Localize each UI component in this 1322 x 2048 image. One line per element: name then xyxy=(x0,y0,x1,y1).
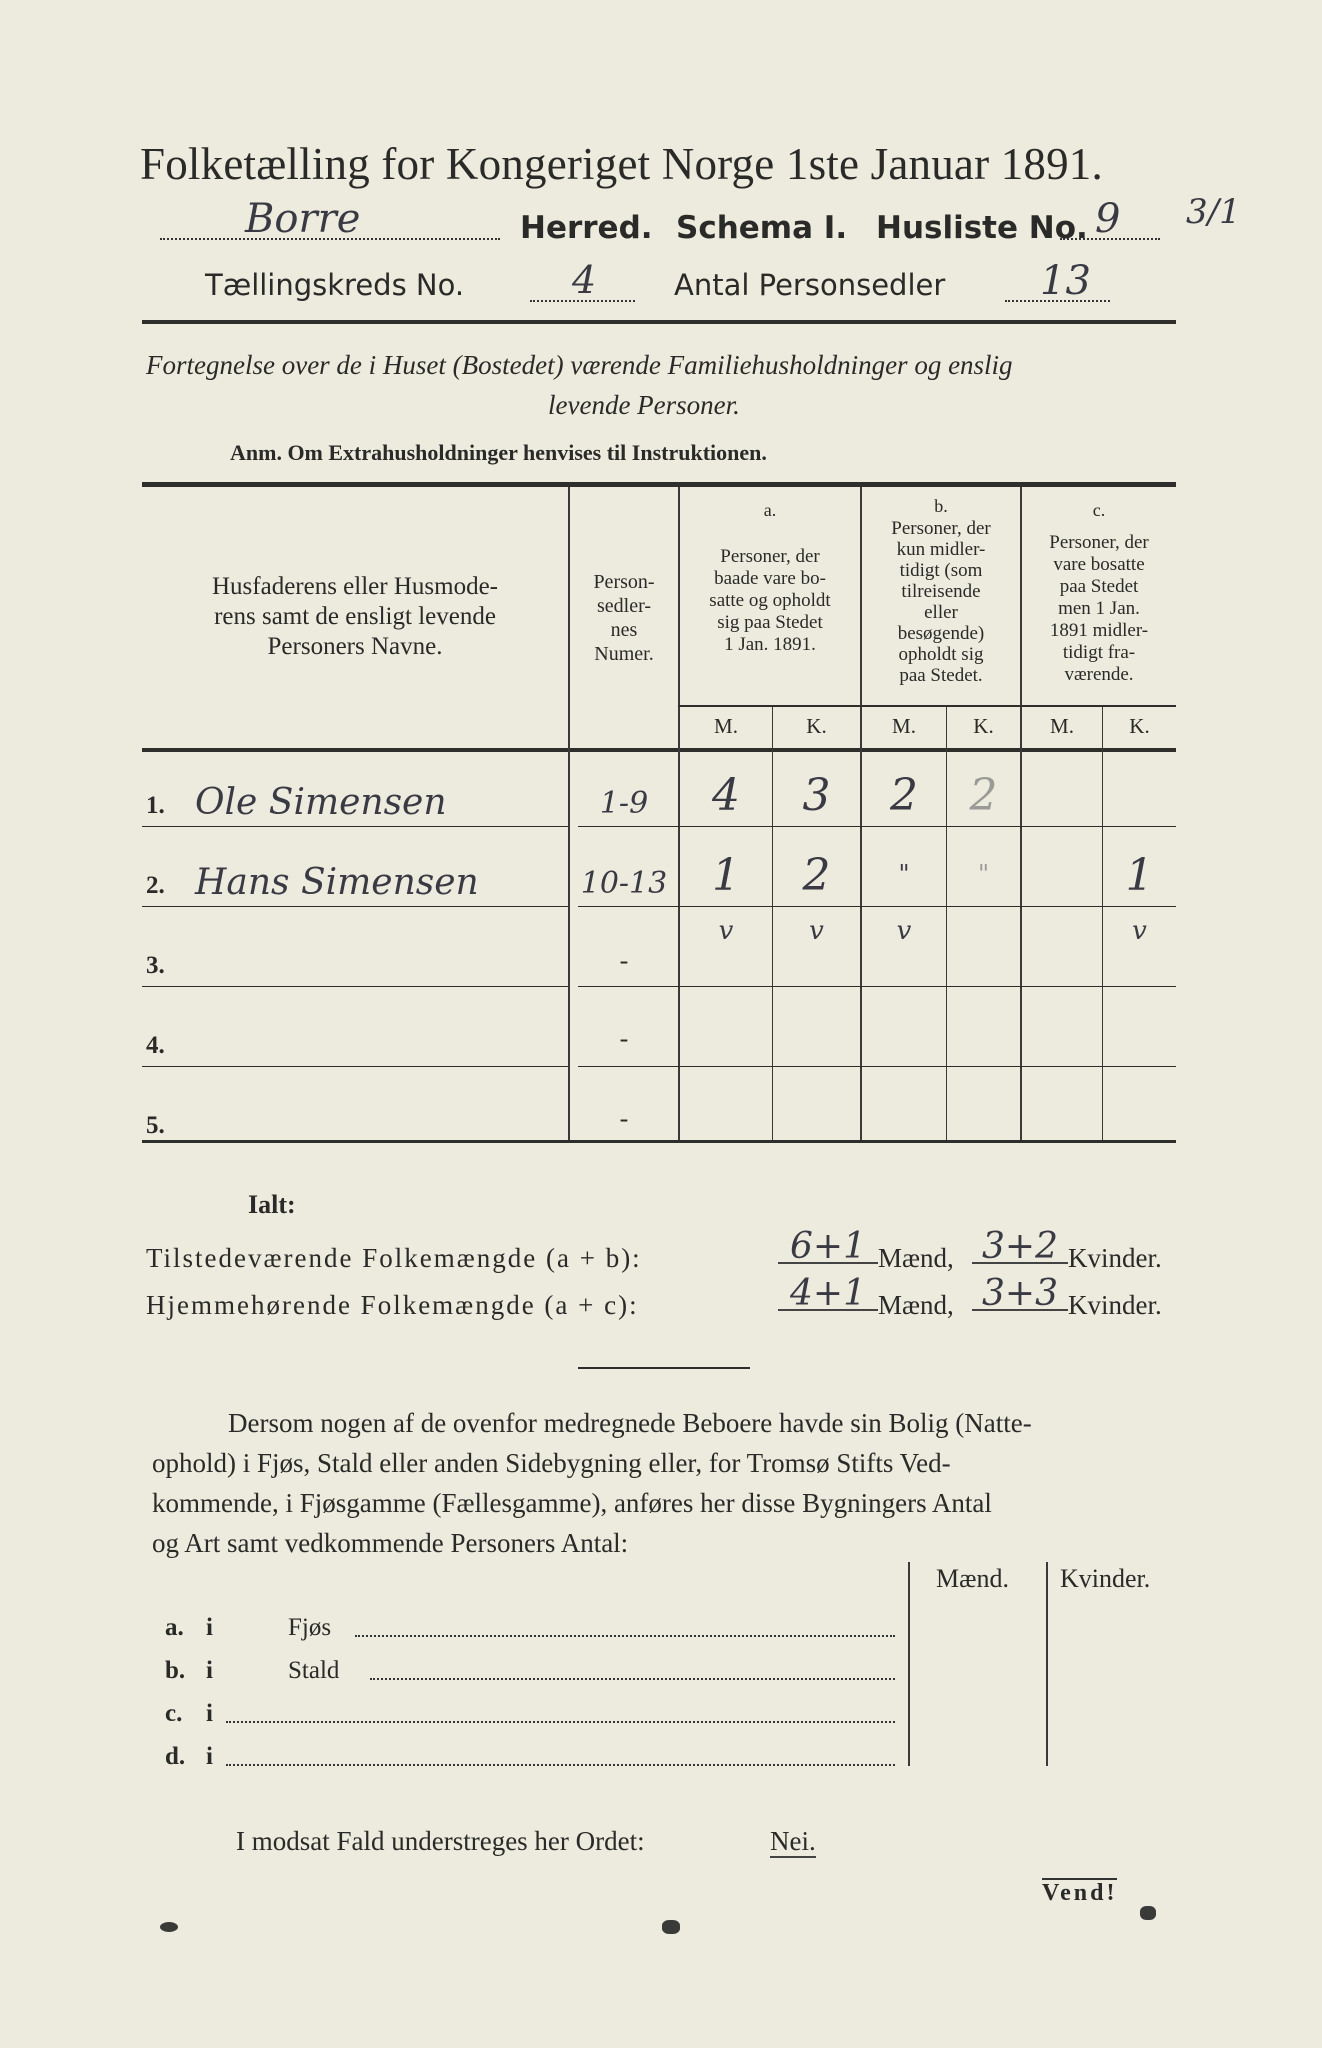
building-i: i xyxy=(206,1657,213,1684)
cell-c-k: v xyxy=(1132,916,1147,946)
form-title: Folketælling for Kongeriget Norge 1ste Januar 1891. xyxy=(140,139,1103,189)
row-name: Hans Simensen xyxy=(195,862,479,903)
anm-note: Anm. Om Extrahusholdninger henvises til Instruktionen. xyxy=(230,440,767,465)
row-numer: 10-13 xyxy=(580,866,668,901)
husliste-value: 9 xyxy=(1095,196,1121,242)
a-m-label: M. xyxy=(714,714,738,738)
building-letter: d. xyxy=(165,1743,186,1770)
col-c-line: Personer, der xyxy=(1049,532,1149,553)
antal-value: 13 xyxy=(1040,258,1091,304)
buildings-para-line: ophold) i Fjøs, Stald eller anden Sidebygning eller, for Tromsø Stifts Ved- xyxy=(152,1448,951,1478)
building-i: i xyxy=(206,1743,213,1770)
col-numer-line: sedler- xyxy=(596,595,651,617)
col-b-line: tilreisende xyxy=(901,581,981,602)
row-number: 1. xyxy=(146,792,165,819)
col-b-header xyxy=(862,518,1020,686)
a-k-label: K. xyxy=(806,714,827,738)
col-c-line: værende. xyxy=(1064,664,1134,685)
row-line xyxy=(142,1066,568,1067)
row-line xyxy=(578,1066,1176,1067)
table-bottom-rule xyxy=(142,1140,1176,1143)
mk-rule xyxy=(678,705,1176,707)
b-k-label: K. xyxy=(973,714,994,738)
ink-blot xyxy=(1140,1906,1156,1920)
col-numer-line: Person- xyxy=(593,571,655,593)
col-c-line: men 1 Jan. xyxy=(1058,598,1140,619)
c-m-label: M. xyxy=(1050,714,1074,738)
col-c-line: vare bosatte xyxy=(1053,554,1145,575)
herred-value: Borre xyxy=(245,196,361,242)
cell-a-k: 3 xyxy=(802,770,831,821)
row-number: 3. xyxy=(146,952,165,979)
row-line xyxy=(578,986,1176,987)
row-line xyxy=(578,826,1176,827)
header-rule xyxy=(142,320,1176,324)
buildings-col-divider xyxy=(1046,1562,1048,1766)
row-numer: - xyxy=(619,946,629,975)
row-numer: - xyxy=(619,1024,629,1053)
buildings-para-line: og Art samt vedkommende Personers Antal: xyxy=(152,1528,629,1558)
col-name-line: rens samt de ensligt levende xyxy=(214,603,496,630)
col-b-line: eller xyxy=(924,602,958,623)
ink-blot xyxy=(662,1920,680,1934)
building-letter: c. xyxy=(165,1700,183,1727)
col-name-line: Personers Navne. xyxy=(267,633,443,660)
col-a-line: satte og opholdt xyxy=(709,590,831,611)
buildings-para-line: Dersom nogen af de ovenfor medregnede Beboere havde sin Bolig (Natte- xyxy=(228,1408,1032,1438)
hjemme-maend-value: 4+1 xyxy=(790,1273,866,1314)
row-numer: 1-9 xyxy=(599,786,649,821)
antal-label: Antal Personsedler xyxy=(674,268,946,302)
cell-a-m: 1 xyxy=(712,850,740,901)
ialt-label: Ialt: xyxy=(248,1190,296,1219)
cell-a-k: 2 xyxy=(802,850,831,901)
building-dotline xyxy=(370,1678,895,1680)
nei-word: Nei. xyxy=(770,1826,816,1856)
row-line xyxy=(578,906,1176,907)
b-m-label: M. xyxy=(892,714,916,738)
building-i: i xyxy=(206,1614,213,1641)
row-number: 5. xyxy=(146,1112,165,1139)
tilstede-maend-value: 6+1 xyxy=(790,1226,866,1267)
col-numer-line: Numer. xyxy=(594,643,654,665)
intro-line-1: Fortegnelse over de i Huset (Bostedet) værende Familiehusholdninger og enslig xyxy=(146,350,1013,380)
col-a-line: baade vare bo- xyxy=(714,568,826,589)
col-a-header xyxy=(680,546,860,656)
row-line xyxy=(142,986,568,987)
schema-label: Schema I. xyxy=(676,210,848,246)
buildings-maend-header: Mænd. xyxy=(936,1564,1009,1593)
cell-a-m: v xyxy=(718,916,734,946)
tilstede-kvinder-label: Kvinder. xyxy=(1068,1243,1162,1273)
vend-label: Vend! xyxy=(1042,1880,1118,1906)
hjemme-kvinder-label: Kvinder. xyxy=(1068,1290,1162,1320)
col-c-line: 1891 midler- xyxy=(1049,620,1149,641)
intro-line-2: levende Personer. xyxy=(548,390,740,420)
hjemme-label: Hjemmehørende Folkemængde (a + c): xyxy=(146,1290,639,1320)
section-divider xyxy=(578,1367,750,1369)
tilstede-kvinder-value: 3+2 xyxy=(982,1226,1058,1267)
row-number: 4. xyxy=(146,1032,165,1059)
row-name: Ole Simensen xyxy=(195,782,447,823)
col-numer-line: nes xyxy=(610,619,638,641)
col-a-line: Personer, der xyxy=(720,546,820,567)
building-dotline xyxy=(355,1635,895,1637)
buildings-para-line: kommende, i Fjøsgamme (Fællesgamme), anføres her disse Bygningers Antal xyxy=(152,1488,992,1518)
col-b-line: opholdt sig xyxy=(898,644,984,665)
tilstede-maend-label: Mænd, xyxy=(878,1243,954,1273)
cell-c-k: 1 xyxy=(1125,850,1154,901)
modsat-text: I modsat Fald understreges her Ordet: xyxy=(236,1826,645,1856)
col-name-header xyxy=(150,572,560,662)
col-c-letter: c. xyxy=(1092,500,1106,520)
building-letter: a. xyxy=(165,1614,184,1641)
col-b-letter: b. xyxy=(934,496,948,516)
col-b-line: kun midler- xyxy=(896,539,986,560)
row-line xyxy=(142,906,568,907)
cell-b-k: 2 xyxy=(969,770,998,821)
kreds-label: Tællingskreds No. xyxy=(205,268,465,302)
row-number: 2. xyxy=(146,872,165,899)
tilstede-label: Tilstedeværende Folkemængde (a + b): xyxy=(146,1243,642,1273)
cell-b-m: v xyxy=(896,916,912,946)
buildings-kvinder-header: Kvinder. xyxy=(1060,1564,1151,1593)
herred-label: Herred. xyxy=(520,210,653,246)
buildings-col-divider xyxy=(908,1562,910,1766)
building-dotline xyxy=(226,1764,895,1766)
row-line xyxy=(142,826,568,827)
col-c-line: tidigt fra- xyxy=(1062,642,1136,663)
cell-b-m: " xyxy=(898,860,910,888)
col-a-letter: a. xyxy=(763,500,777,520)
building-letter: b. xyxy=(165,1657,186,1684)
cell-b-m: 2 xyxy=(890,770,918,821)
col-c-header xyxy=(1022,532,1176,686)
col-a-line: sig paa Stedet xyxy=(717,612,823,633)
col-b-line: paa Stedet. xyxy=(899,665,983,686)
col-name-line: Husfaderens eller Husmode- xyxy=(211,573,498,600)
corner-note: 3/1 xyxy=(1186,192,1241,232)
hjemme-maend-label: Mænd, xyxy=(878,1290,954,1320)
c-k-label: K. xyxy=(1129,714,1150,738)
col-b-line: tidigt (som xyxy=(899,560,983,581)
cell-b-k: " xyxy=(977,860,990,888)
building-label: Stald xyxy=(288,1657,340,1684)
kreds-value: 4 xyxy=(572,258,597,302)
building-dotline xyxy=(226,1721,895,1723)
cell-a-k: v xyxy=(809,916,824,946)
col-a-line: 1 Jan. 1891. xyxy=(724,634,816,655)
cell-a-m: 4 xyxy=(712,770,740,821)
building-label: Fjøs xyxy=(288,1614,332,1641)
col-c-line: paa Stedet xyxy=(1059,576,1139,597)
col-numer-header xyxy=(570,570,678,666)
row-numer: - xyxy=(619,1104,629,1133)
hjemme-kvinder-value: 3+3 xyxy=(982,1273,1058,1314)
col-b-line: besøgende) xyxy=(897,623,985,644)
husliste-label: Husliste No. xyxy=(876,210,1088,246)
ink-blot xyxy=(160,1922,178,1932)
building-i: i xyxy=(206,1700,213,1727)
col-b-line: Personer, der xyxy=(891,518,991,539)
